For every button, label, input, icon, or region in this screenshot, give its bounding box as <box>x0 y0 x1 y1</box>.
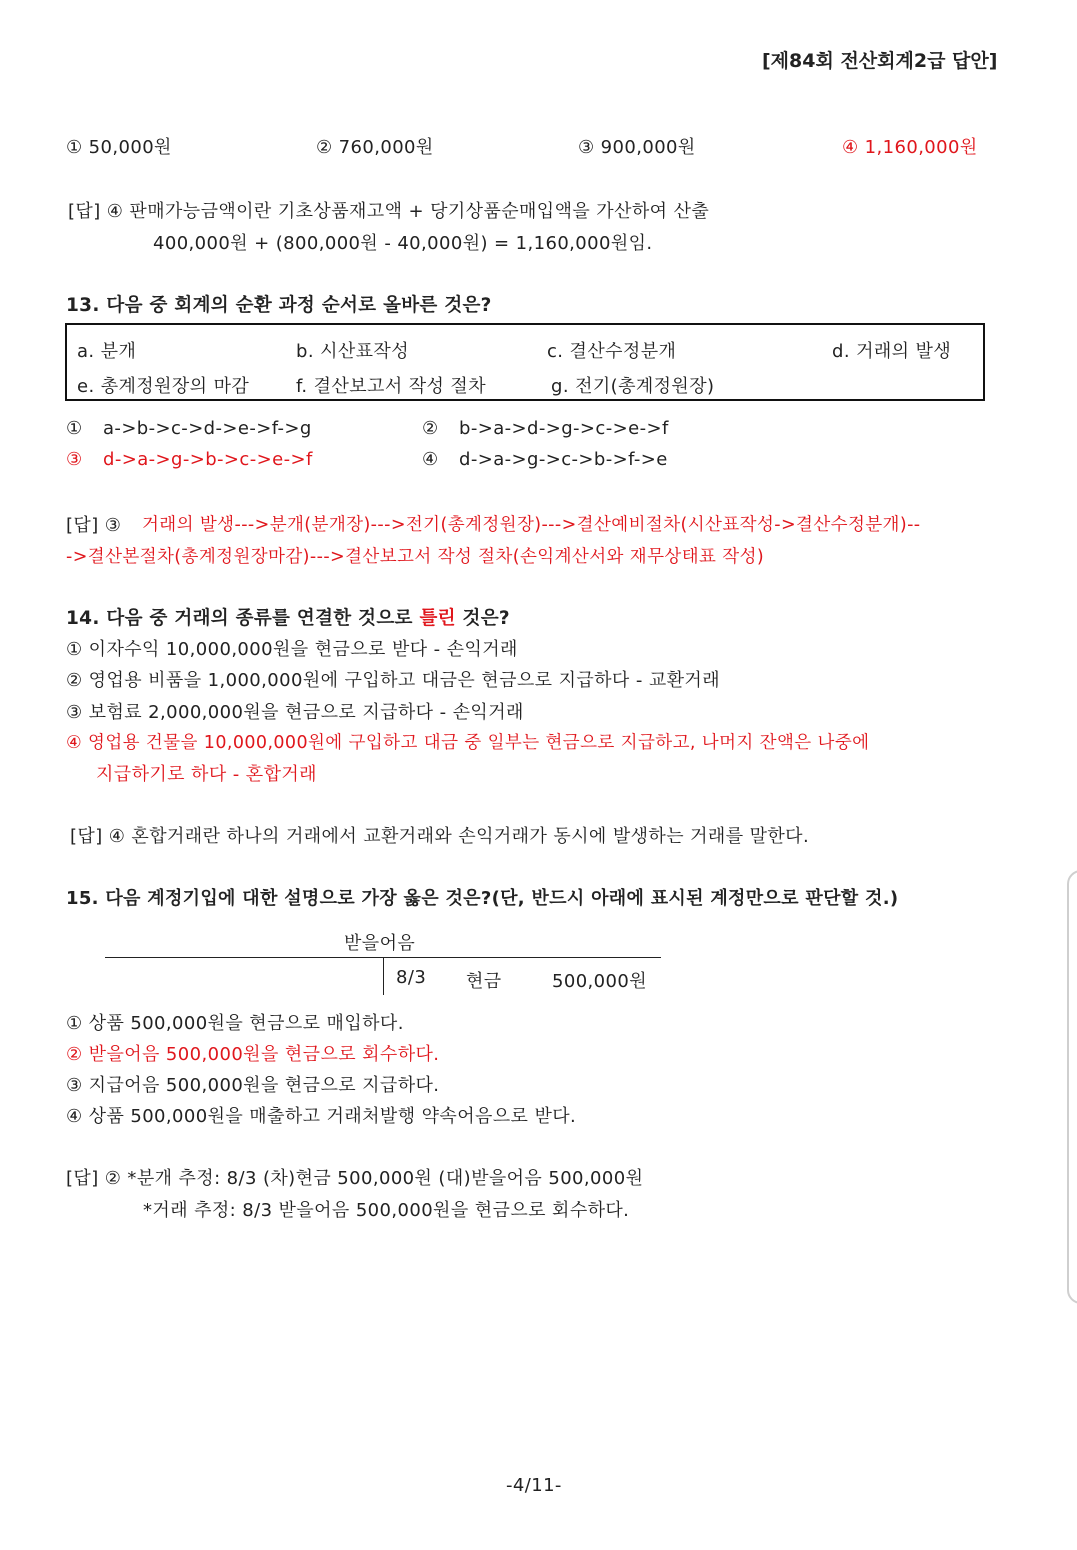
q13-item-f: f. 결산보고서 작성 절차 <box>296 376 487 397</box>
q13-item-c: c. 결산수정분개 <box>547 341 677 362</box>
q12-answer-line1: [답] ④ 판매가능금액이란 기초상품재고액 + 당기상품순매입액을 가산하여 산출 <box>68 201 710 222</box>
q13-item-b: b. 시산표작성 <box>296 341 410 362</box>
q13-item-d: d. 거래의 발생 <box>832 341 952 362</box>
q13-option-2-num: ② <box>422 418 439 439</box>
page-header-title: [제84회 전산회계2급 답안] <box>762 50 998 72</box>
q14-question-pre: 14. 다음 중 거래의 종류를 연결한 것으로 <box>66 608 420 629</box>
q14-question-post: 것은? <box>455 608 510 629</box>
q14-option-2: ② 영업용 비품을 1,000,000원에 구입하고 대금은 현금으로 지급하다 - 교환거래 <box>66 670 721 691</box>
q13-option-4-num: ④ <box>422 449 439 470</box>
q15-option-2: ② 받을어음 500,000원을 현금으로 회수하다. <box>66 1044 440 1065</box>
q13-item-a: a. 분개 <box>77 341 137 362</box>
ledger-entry-amount: 500,000원 <box>552 971 648 992</box>
q14-option-3: ③ 보험료 2,000,000원을 현금으로 지급하다 - 손익거래 <box>66 702 524 723</box>
q15-option-4: ④ 상품 500,000원을 매출하고 거래처발행 약속어음으로 받다. <box>66 1106 577 1127</box>
ledger-entry-date: 8/3 <box>396 967 427 988</box>
q15-option-1: ① 상품 500,000원을 현금으로 매입하다. <box>66 1013 404 1034</box>
q13-item-e: e. 총계정원장의 마감 <box>77 376 250 397</box>
ledger-vertical-rule <box>383 957 384 995</box>
ledger-account-name: 받을어음 <box>344 933 416 954</box>
q13-answer-line2: ->결산본절차(총계정원장마감)--->결산보고서 작성 절차(손익계산서와 재무상태표 작성) <box>66 547 765 567</box>
q13-option-3-num: ③ <box>66 449 83 470</box>
ledger-entry-account: 현금 <box>466 971 502 992</box>
q13-option-1-text: a->b->c->d->e->f->g <box>103 418 312 439</box>
q15-question: 15. 다음 계정기입에 대한 설명으로 가장 옳은 것은?(단, 반드시 아래에 표시된 계정만으로 판단할 것.) <box>66 888 899 909</box>
q13-option-2-text: b->a->d->g->c->e->f <box>459 418 669 439</box>
q12-answer-line2: 400,000원 + (800,000원 - 40,000원) = 1,160,000원임. <box>153 233 653 254</box>
q13-option-1-num: ① <box>66 418 83 439</box>
q13-answer-line1: 거래의 발생--->분개(분개장)--->전기(총계정원장)--->결산예비절차(시산표작성->결산수정분개)-- <box>142 515 921 535</box>
q13-option-3-text: d->a->g->b->c->e->f <box>103 449 313 470</box>
q13-option-4-text: d->a->g->c->b->f->e <box>459 449 668 470</box>
scroll-handle[interactable] <box>1067 870 1077 1304</box>
q13-answer-prefix: [답] ③ <box>66 515 122 536</box>
q13-question: 13. 다음 중 회계의 순환 과정 순서로 올바른 것은? <box>66 295 492 316</box>
page-number: -4/11- <box>506 1475 562 1496</box>
q14-option-4-line2: 지급하기로 하다 - 혼합거래 <box>96 764 317 785</box>
q14-answer: [답] ④ 혼합거래란 하나의 거래에서 교환거래와 손익거래가 동시에 발생하는 거래를 말한다. <box>70 826 810 847</box>
q14-question-emphasis: 틀린 <box>419 608 456 629</box>
q14-question <box>66 604 510 630</box>
q15-answer-line1: [답] ② *분개 추정: 8/3 (차)현금 500,000원 (대)받을어음 500,000원 <box>66 1168 644 1189</box>
q14-option-1: ① 이자수익 10,000,000원을 현금으로 받다 - 손익거래 <box>66 639 518 660</box>
q15-option-3: ③ 지급어음 500,000원을 현금으로 지급하다. <box>66 1075 440 1096</box>
q15-answer-line2: *거래 추정: 8/3 받을어음 500,000원을 현금으로 회수하다. <box>143 1200 630 1221</box>
q12-option-3: ③ 900,000원 <box>578 137 696 158</box>
q13-item-g: g. 전기(총계정원장) <box>551 376 715 397</box>
q12-option-1: ① 50,000원 <box>66 137 172 158</box>
q12-option-4: ④ 1,160,000원 <box>842 137 978 158</box>
q12-option-2: ② 760,000원 <box>316 137 434 158</box>
q14-option-4-line1: ④ 영업용 건물을 10,000,000원에 구입하고 대금 중 일부는 현금으로 지급하고, 나머지 잔액은 나중에 <box>66 733 870 753</box>
